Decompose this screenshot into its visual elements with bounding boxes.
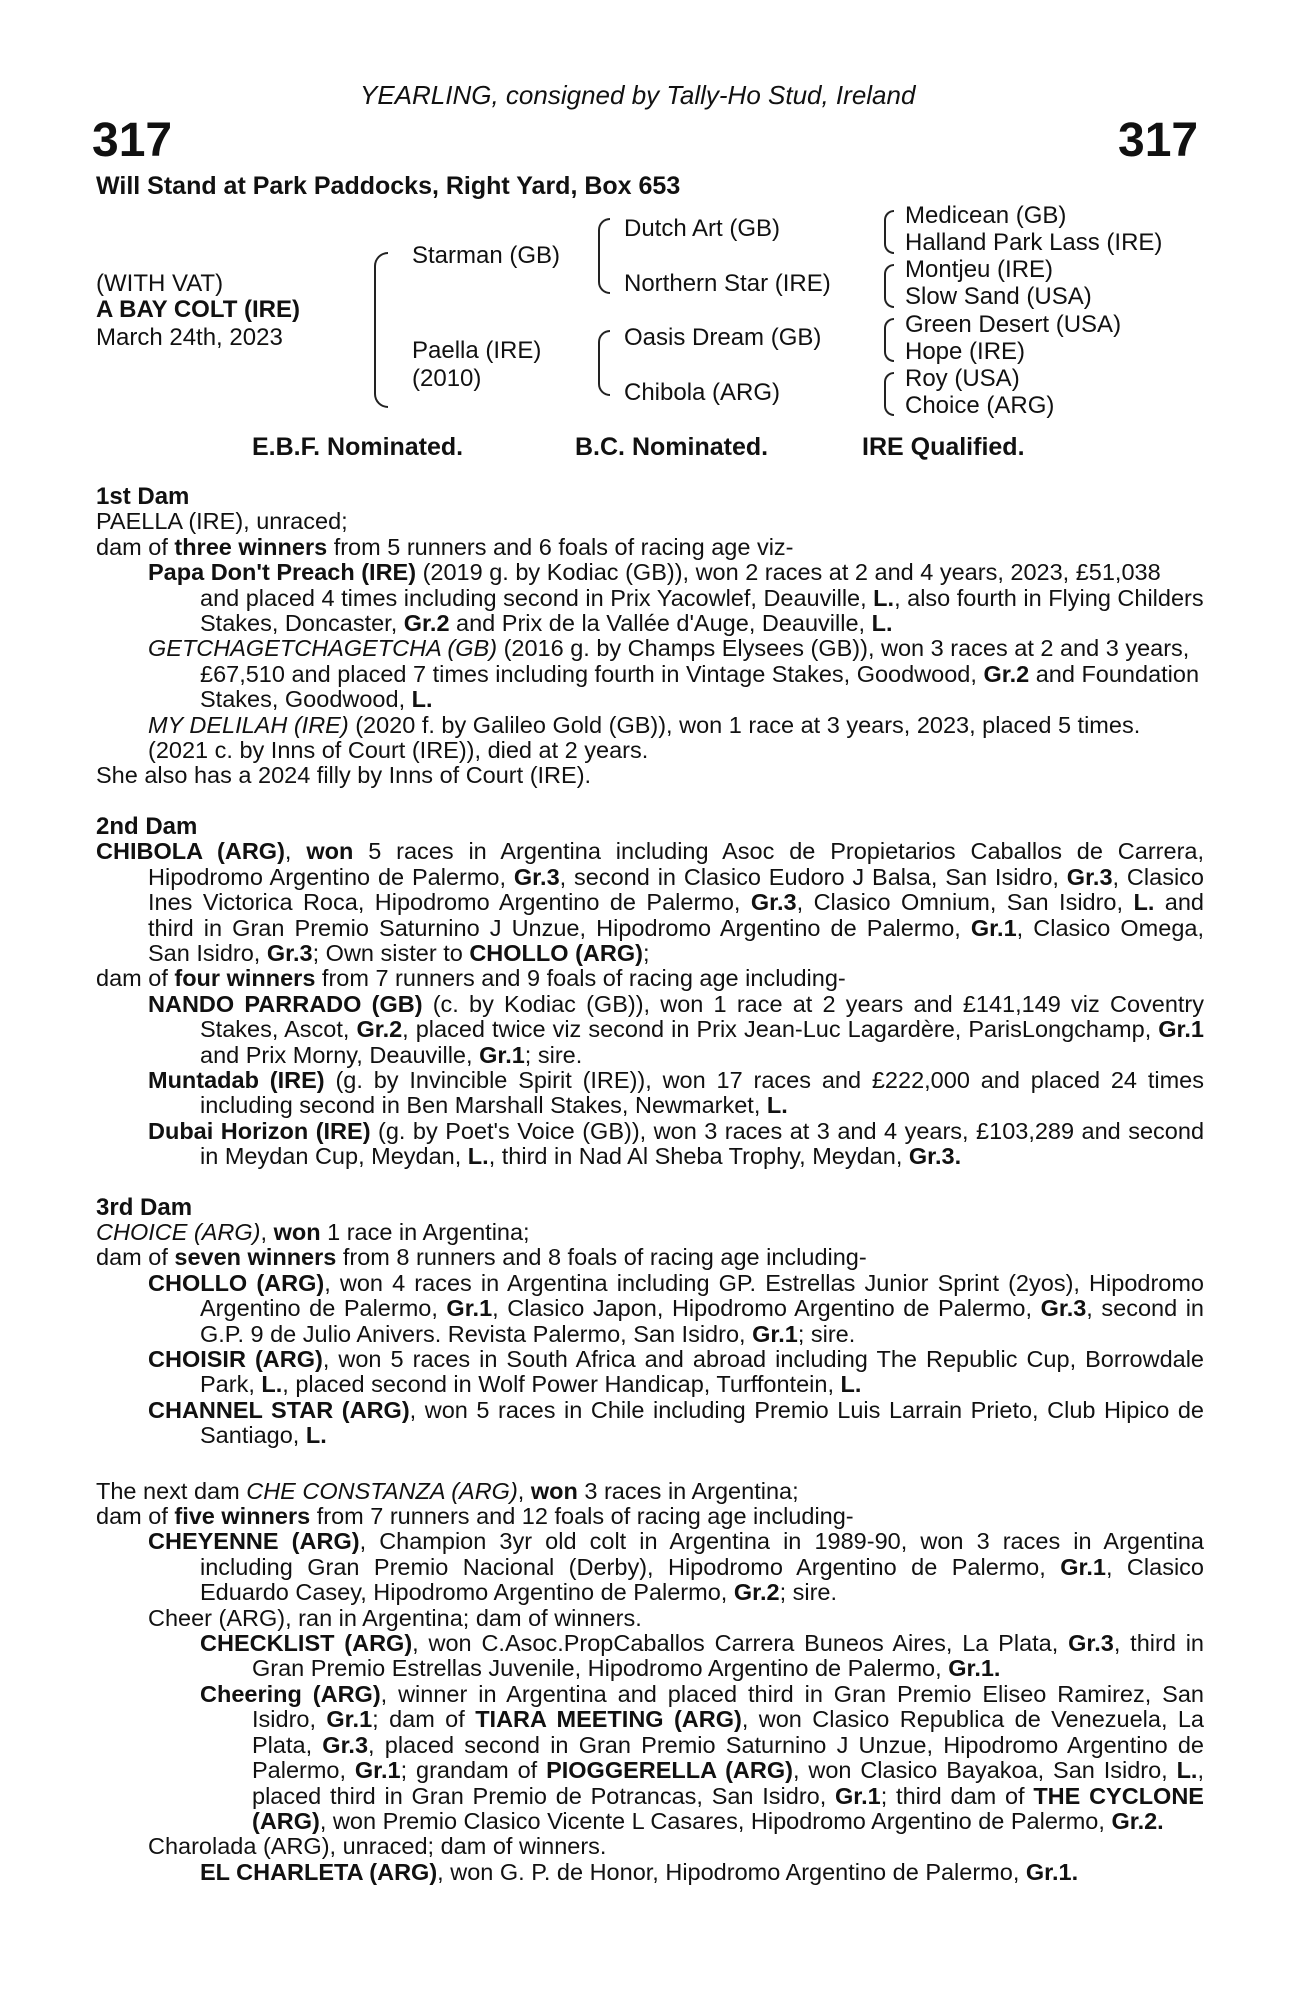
next-dam-summary: dam of five winners from 7 runners and 12 foals of racing age including- [96,1503,854,1530]
ggs-4: Roy (USA) [905,365,1020,392]
sire-name: Starman (GB) [412,242,561,269]
lot-number-left: 317 [92,114,173,167]
produce-record [96,484,1204,1885]
pedigree-brace-dam [598,330,610,396]
lot-name: A BAY COLT (IRE) [96,296,301,323]
first-dam-entry-3: MY DELILAH (IRE) (2020 f. by Galileo Gold (GB)), won 1 race at 3 years, 2023, placed 5 times. [148,711,1141,738]
charolada-entry-1: EL CHARLETA (ARG), won G. P. de Honor, Hipodromo Argentino de Palermo, Gr.1. [200,1858,1079,1885]
dam-year: (2010) [412,365,482,392]
second-dam-entry-3: Dubai Horizon (IRE) (g. by Poet's Voice (GB)), won 3 races at 3 and 4 years, £103,289 and second in Meydan Cup, Meydan, L., third in Nad Al Sheba Trophy, Meydan, Gr.3. [148,1117,1205,1170]
ggd-3: Hope (IRE) [905,338,1026,365]
ggs-2: Montjeu (IRE) [905,256,1054,283]
third-dam-line: CHOICE (ARG), won 1 race in Argentina; [96,1218,530,1245]
ggd-1: Halland Park Lass (IRE) [905,229,1163,256]
second-dam-summary: dam of four winners from 7 runners and 9 foals of racing age including- [96,965,846,992]
first-dam-entry-5: She also has a 2024 filly by Inns of Court (IRE). [96,762,592,789]
ebf-nominated: E.B.F. Nominated. [252,433,464,461]
pedigree-brace-g2 [884,264,894,308]
third-dam-summary: dam of seven winners from 8 runners and 8 foals of racing age including- [96,1244,867,1271]
ire-qualified: IRE Qualified. [862,433,1025,461]
first-dam-line: PAELLA (IRE), unraced; [96,508,348,535]
vat-label: (WITH VAT) [96,270,224,297]
catalogue-subtitle: YEARLING, consigned by Tally-Ho Stud, Ireland [360,80,916,110]
pedigree-brace-g3 [884,318,894,362]
third-dam-heading: 3rd Dam [96,1193,193,1221]
dam-name: Paella (IRE) [412,337,542,364]
ggs-3: Green Desert (USA) [905,311,1122,338]
sire-sire: Dutch Art (GB) [624,215,781,242]
second-dam-record: CHIBOLA (ARG), won 5 races in Argentina including Asoc de Propietarios Caballos de Carrera, Hipodromo Argentino de Palermo, Gr.3, second in Clasico Eudoro J Balsa, San Isidro, Gr.3, Clasico Ines Victorica Roca, Hipodromo Argentino de Palermo, Gr.3, Clasico Omnium, San Isidro, L. and third in Gran Premio Saturnino J Unzue, Hipodromo Argentino de Palermo, Gr.1, Clasico Omega, San Isidro, Gr.3; Own sister to CHOLLO (ARG); [96,838,1204,966]
second-dam-entry-2: Muntadab (IRE) (g. by Invincible Spirit (IRE)), won 17 races and £222,000 and placed 24 times including second in Ben Marshall Stakes, Newmarket, L. [148,1066,1204,1119]
next-dam-charolada: Charolada (ARG), unraced; dam of winners. [148,1833,607,1860]
ggs-1: Medicean (GB) [905,202,1067,229]
first-dam-entry-1: Papa Don't Preach (IRE) (2019 g. by Kodiac (GB)), won 2 races at 2 and 4 years, 2023, £51,038 and placed 4 times including second in Prix Yacowlef, Deauville, L., also fourth in Flying Childers Stakes, Doncaster, Gr.2 and Prix de la Vallée d'Auge, Deauville, L. [148,559,1204,637]
next-dam-cheer: Cheer (ARG), ran in Argentina; dam of winners. [148,1604,642,1631]
first-dam-entry-4: (2021 c. by Inns of Court (IRE)), died at 2 years. [148,737,649,764]
pedigree-brace-sire [598,218,610,294]
bc-nominated: B.C. Nominated. [575,433,769,461]
dam-dam: Chibola (ARG) [624,379,781,406]
stand-location: Will Stand at Park Paddocks, Right Yard, Box 653 [96,172,681,200]
pedigree-brace-g4 [884,372,894,416]
second-dam-entry-1: NANDO PARRADO (GB) (c. by Kodiac (GB)), won 1 race at 2 years and £141,149 viz Coventry Stakes, Ascot, Gr.2, placed twice viz second in Prix Jean-Luc Lagardère, ParisLongchamp, Gr.1 and Prix Morny, Deauville, Gr.1; sire. [148,990,1205,1068]
first-dam-heading: 1st Dam [96,483,190,510]
ggd-4: Choice (ARG) [905,392,1055,419]
next-dam-line: The next dam CHE CONSTANZA (ARG), won 3 races in Argentina; [96,1477,799,1504]
cheer-entry-2: Cheering (ARG), winner in Argentina and placed third in Gran Premio Eliseo Ramirez, San Isidro, Gr.1; dam of TIARA MEETING (ARG), won Clasico Republica de Venezuela, La Plata, Gr.3, placed second in Gran Premio Saturnino J Unzue, Hipodromo Argentino de Palermo, Gr.1; grandam of PIOGGERELLA (ARG), won Clasico Bayakoa, San Isidro, L., placed third in Gran Premio de Potrancas, San Isidro, Gr.1; third dam of THE CYCLONE (ARG), won Premio Clasico Vicente L Casares, Hipodromo Argentino de Palermo, Gr.2. [200,1680,1205,1834]
next-dam-entry-1: CHEYENNE (ARG), Champion 3yr old colt in Argentina in 1989-90, won 3 races in Argentina including Gran Premio Nacional (Derby), Hipodromo Argentino de Palermo, Gr.1, Clasico Eduardo Casey, Hipodromo Argentino de Palermo, Gr.2; sire. [148,1528,1204,1606]
second-dam-heading: 2nd Dam [96,812,198,840]
first-dam-summary: dam of three winners from 5 runners and 6 foals of racing age viz- [96,533,794,560]
dam-sire: Oasis Dream (GB) [624,324,822,351]
third-dam-entry-3: CHANNEL STAR (ARG), won 5 races in Chile including Premio Luis Larrain Prieto, Club Hipico de Santiago, L. [148,1396,1204,1449]
first-dam-entry-2: GETCHAGETCHAGETCHA (GB) (2016 g. by Champs Elysees (GB)), won 3 races at 2 and 3 years, £67,510 and placed 7 times including fourth in Vintage Stakes, Goodwood, Gr.2 and Foundation Stakes, Goodwood, L. [148,635,1200,713]
pedigree-brace-g1 [884,210,894,254]
sire-dam: Northern Star (IRE) [624,270,831,297]
lot-number-right: 317 [1118,114,1199,167]
third-dam-entry-2: CHOISIR (ARG), won 5 races in South Africa and abroad including The Republic Cup, Borrowdale Park, L., placed second in Wolf Power Handicap, Turffontein, L. [148,1346,1204,1398]
third-dam-entry-1: CHOLLO (ARG), won 4 races in Argentina including GP. Estrellas Junior Sprint (2yos), Hipodromo Argentino de Palermo, Gr.1, Clasico Japon, Hipodromo Argentino de Palermo, Gr.3, second in G.P. 9 de Julio Anivers. Revista Palermo, San Isidro, Gr.1; sire. [148,1269,1204,1347]
ggd-2: Slow Sand (USA) [905,283,1092,310]
cheer-entry-1: CHECKLIST (ARG), won C.Asoc.PropCaballos Carrera Buneos Aires, La Plata, Gr.3, third in Gran Premio Estrellas Juvenile, Hipodromo Argentino de Palermo, Gr.1. [200,1630,1205,1682]
foaling-date: March 24th, 2023 [96,324,283,351]
pedigree-brace-main [374,252,388,408]
